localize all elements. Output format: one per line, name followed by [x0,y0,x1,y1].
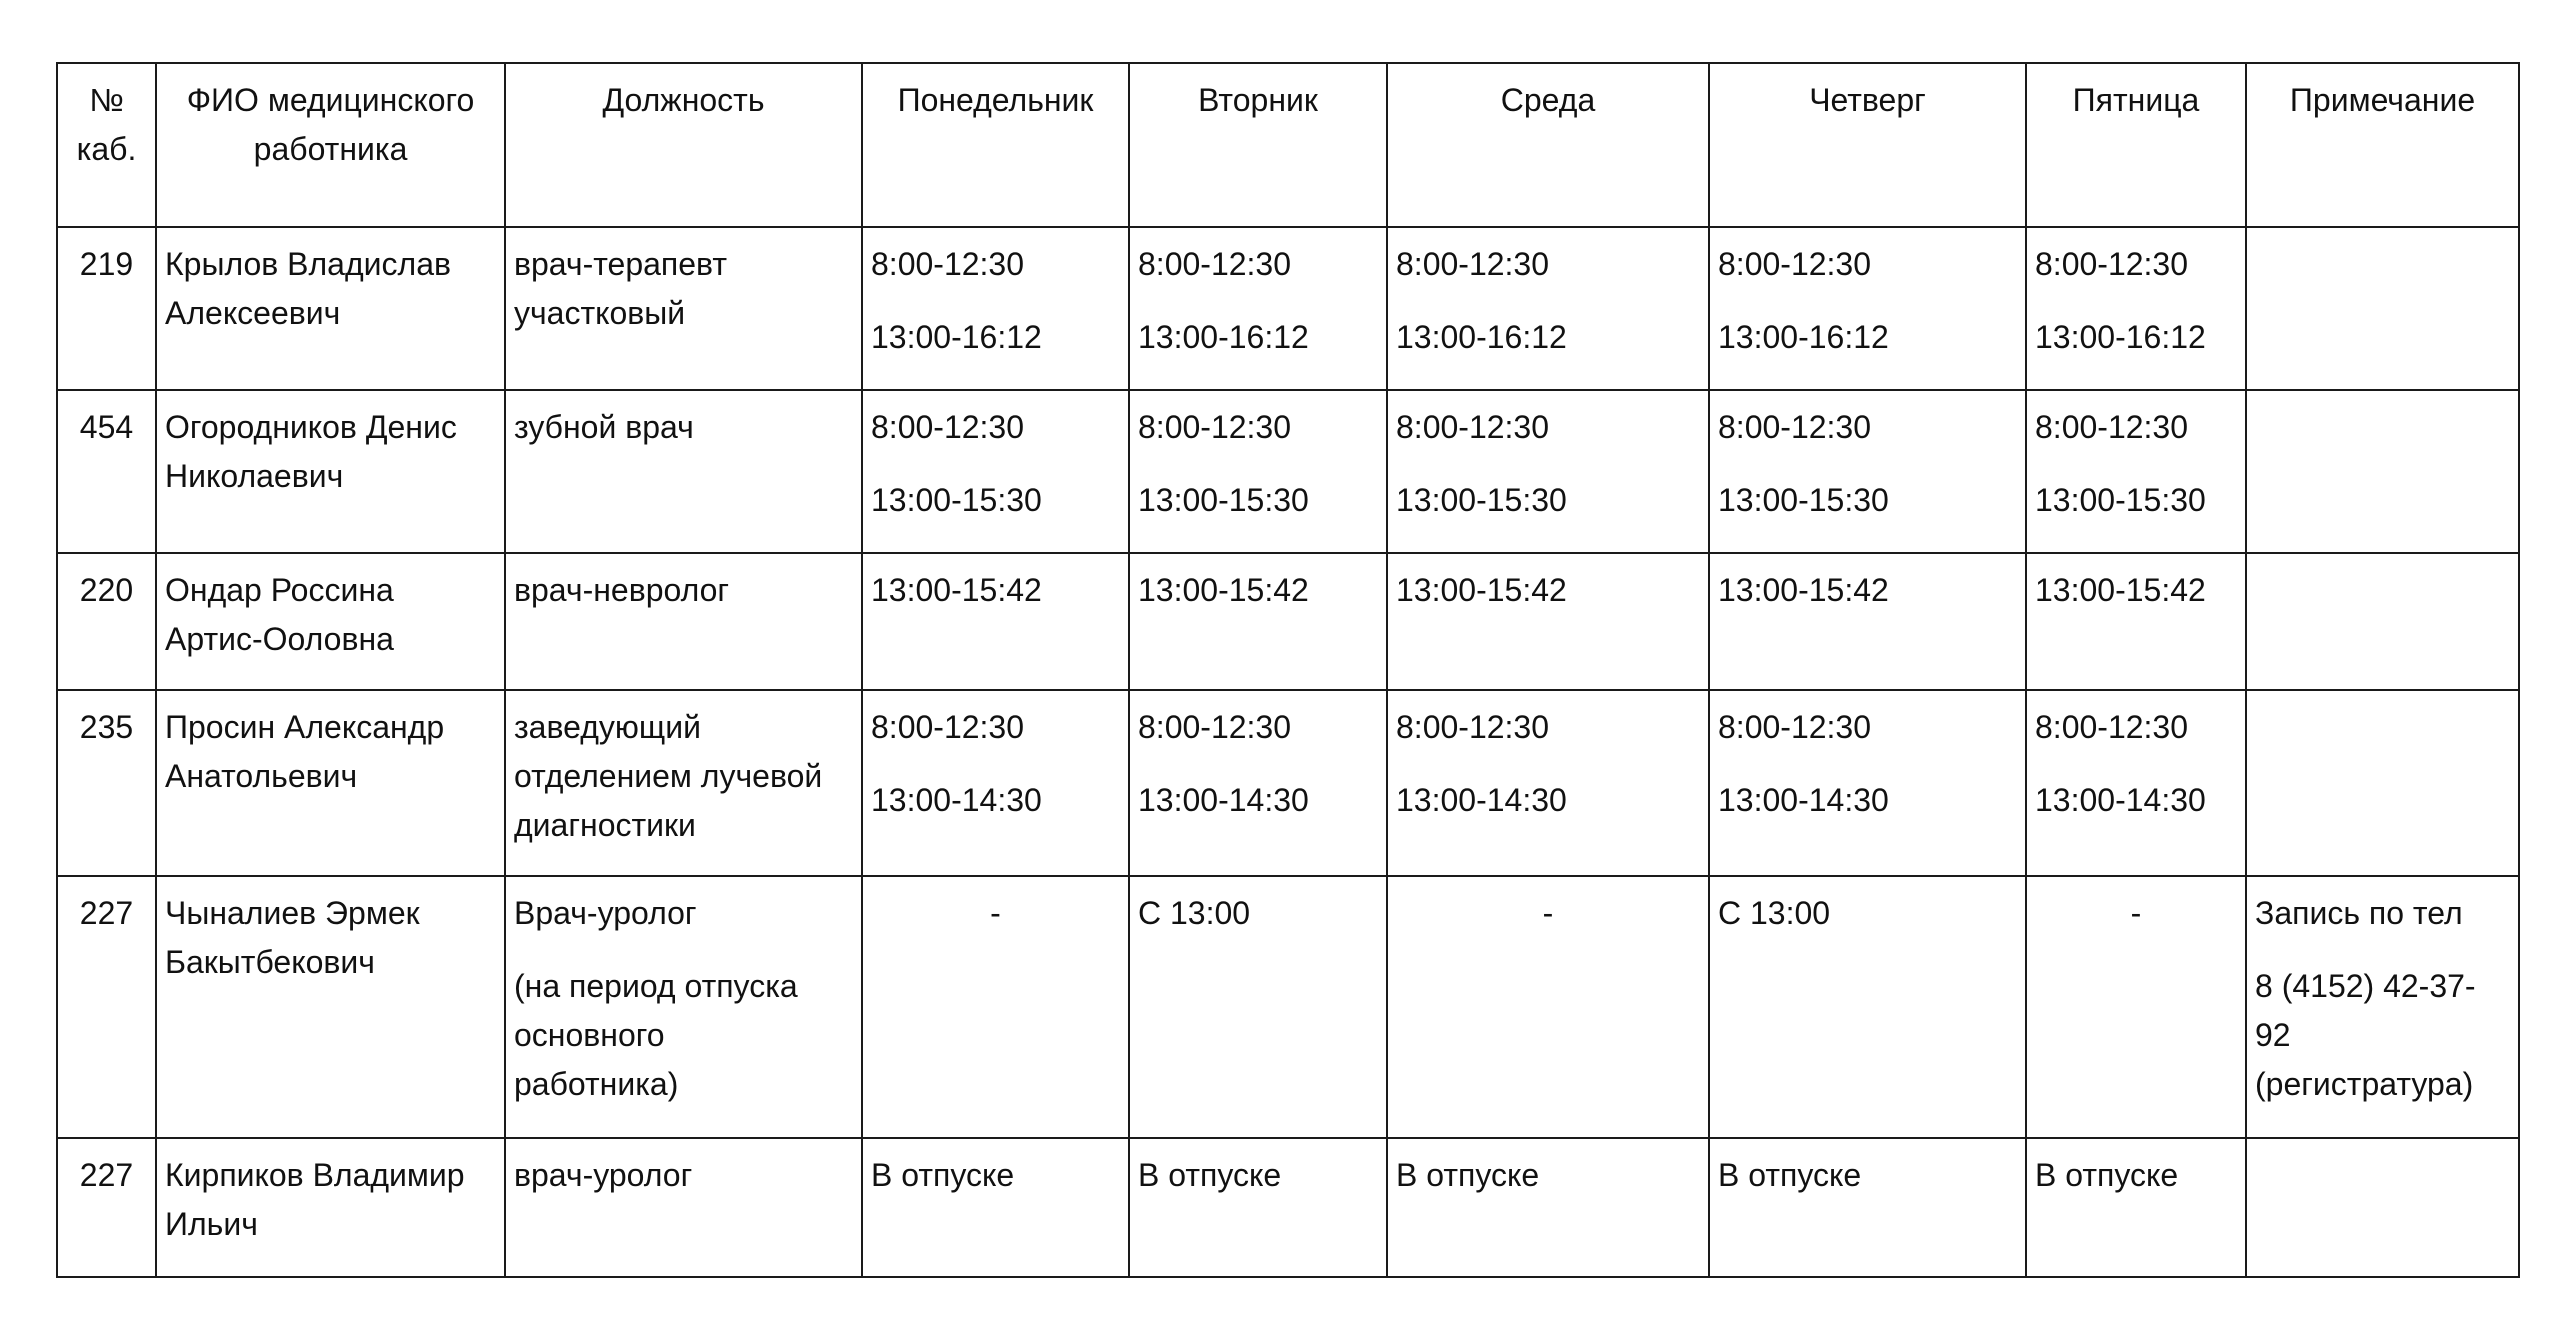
monday-hours: 8:00-12:30 13:00-14:30 [862,690,1129,876]
header-room: № каб. [57,63,156,227]
friday-hours: 8:00-12:30 13:00-16:12 [2026,227,2246,390]
tuesday-hours: 8:00-12:30 13:00-16:12 [1129,227,1387,390]
room-number: 220 [57,553,156,690]
doctor-name: Крылов Владислав Алексеевич [156,227,505,390]
wednesday-hours: - [1387,876,1709,1138]
tuesday-hours: В отпуске [1129,1138,1387,1277]
wednesday-hours: В отпуске [1387,1138,1709,1277]
room-number: 227 [57,1138,156,1277]
doctor-position: врач-терапевт участковый [505,227,862,390]
header-monday: Понедельник [862,63,1129,227]
table-row [57,227,2519,390]
doctor-name: Кирпиков Владимир Ильич [156,1138,505,1277]
monday-hours: - [862,876,1129,1138]
note-cell [2246,1138,2519,1277]
monday-hours: В отпуске [862,1138,1129,1277]
doctor-name: Просин Александр Анатольевич [156,690,505,876]
room-number: 227 [57,876,156,1138]
doctor-position: Врач-уролог (на период отпуска основного работника) [505,876,862,1138]
table-row [57,876,2519,1138]
table-row [57,690,2519,876]
header-name: ФИО медицинского работника [156,63,505,227]
room-number: 219 [57,227,156,390]
doctor-position: врач-невролог [505,553,862,690]
wednesday-hours: 8:00-12:30 13:00-15:30 [1387,390,1709,553]
friday-hours: - [2026,876,2246,1138]
header-wednesday: Среда [1387,63,1709,227]
doctor-name: Ондар Россина Артис-Ооловна [156,553,505,690]
header-row [57,63,2519,227]
monday-hours: 13:00-15:42 [862,553,1129,690]
doctor-name: Чыналиев Эрмек Бакытбекович [156,876,505,1138]
friday-hours: 8:00-12:30 13:00-15:30 [2026,390,2246,553]
note-cell [2246,553,2519,690]
thursday-hours: В отпуске [1709,1138,2026,1277]
header-tuesday: Вторник [1129,63,1387,227]
friday-hours: В отпуске [2026,1138,2246,1277]
thursday-hours: С 13:00 [1709,876,2026,1138]
tuesday-hours: 13:00-15:42 [1129,553,1387,690]
doctor-position: зубной врач [505,390,862,553]
header-thursday: Четверг [1709,63,2026,227]
thursday-hours: 8:00-12:30 13:00-14:30 [1709,690,2026,876]
table-row [57,553,2519,690]
note-cell [2246,390,2519,553]
header-position: Должность [505,63,862,227]
tuesday-hours: 8:00-12:30 13:00-14:30 [1129,690,1387,876]
note-cell [2246,690,2519,876]
thursday-hours: 13:00-15:42 [1709,553,2026,690]
doctor-name: Огородников Денис Николаевич [156,390,505,553]
monday-hours: 8:00-12:30 13:00-15:30 [862,390,1129,553]
tuesday-hours: С 13:00 [1129,876,1387,1138]
note-cell [2246,227,2519,390]
schedule-table [56,62,2520,1278]
note-cell: Запись по тел 8 (4152) 42-37- 92 (регистратура) [2246,876,2519,1138]
table-row [57,1138,2519,1277]
header-friday: Пятница [2026,63,2246,227]
table-row [57,390,2519,553]
friday-hours: 13:00-15:42 [2026,553,2246,690]
friday-hours: 8:00-12:30 13:00-14:30 [2026,690,2246,876]
tuesday-hours: 8:00-12:30 13:00-15:30 [1129,390,1387,553]
monday-hours: 8:00-12:30 13:00-16:12 [862,227,1129,390]
thursday-hours: 8:00-12:30 13:00-15:30 [1709,390,2026,553]
room-number: 454 [57,390,156,553]
thursday-hours: 8:00-12:30 13:00-16:12 [1709,227,2026,390]
schedule-document [56,62,2518,1278]
room-number: 235 [57,690,156,876]
wednesday-hours: 8:00-12:30 13:00-14:30 [1387,690,1709,876]
doctor-position: врач-уролог [505,1138,862,1277]
header-note: Примечание [2246,63,2519,227]
wednesday-hours: 13:00-15:42 [1387,553,1709,690]
doctor-position: заведующий отделением лучевой диагностики [505,690,862,876]
wednesday-hours: 8:00-12:30 13:00-16:12 [1387,227,1709,390]
